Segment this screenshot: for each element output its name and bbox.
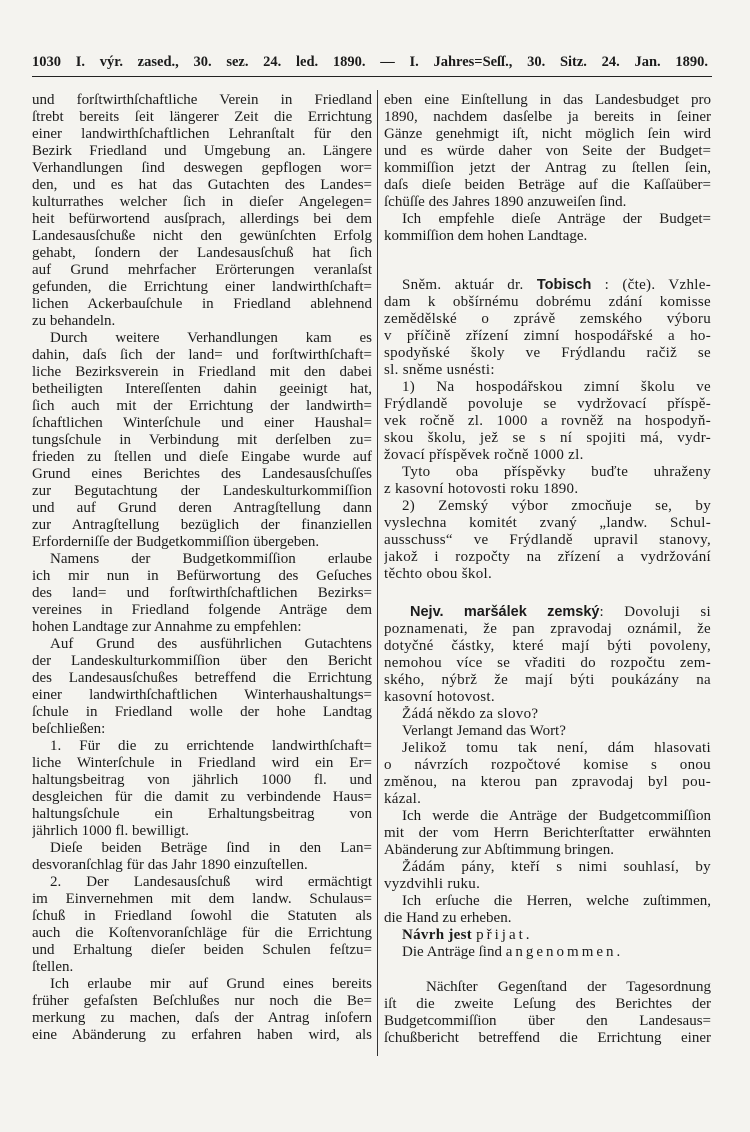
text-line: kommiſſion jetzt der Antrag zu ſtellen ſein, <box>384 160 711 176</box>
left-column <box>32 92 372 1052</box>
paragraph <box>384 859 711 893</box>
text-line: Tyto oba příspěvky buďte uhraženy <box>402 464 711 480</box>
header-czech: I. výr. zased., 30. sez. 24. led. 1890. <box>75 54 366 70</box>
text-line: 1) Na hospodářskou zimní školu ve <box>402 379 711 395</box>
header-german: I. Jahres=Seſſ., 30. Sitz. 24. Jan. 1890. <box>409 54 708 70</box>
resolution-lead: Návrh jest <box>402 927 473 943</box>
text-line: Abänderung zur Abſtimmung bringen. <box>384 842 614 858</box>
text-line: und es würde daher von Seite der Budget= <box>384 143 711 159</box>
paragraph <box>384 92 711 211</box>
speaker-text: : (čte). Vzhle- <box>604 277 711 293</box>
text-line: změnou, na kterou pan zpravodaj byl pou- <box>384 774 711 790</box>
text-line: nemohou více se vřaditi do rozpočtu zem- <box>384 655 711 671</box>
speaker-title: Sněm. aktuár dr. <box>402 277 524 293</box>
paragraph <box>32 330 372 551</box>
speaker-name: Tobisch <box>536 277 592 293</box>
paragraph <box>32 840 372 874</box>
text-line: zur Begutachtung der Landeskulturkommiſſion <box>32 483 372 499</box>
text-line: Jelikož tomu tak není, dám hlasovati <box>402 740 711 756</box>
text-line: haltungsſchule ein Erhaltungsbeitrag von <box>32 806 372 822</box>
text-line: die Hand zu erheben. <box>384 910 512 926</box>
text-line: eine Abänderung zu erfahren haben wird, als <box>32 1027 372 1043</box>
text-line: 2) Zemský výbor zmocňuje se, by <box>402 498 711 514</box>
text-line: einer landwirthſchaftlichen Lehranſtalt für den <box>32 126 372 142</box>
text-line: žovací příspěvek ročně 1000 zl. <box>384 447 584 463</box>
text-line: spodyňské školy ve Frýdlandu račiž se <box>384 345 711 361</box>
text-line: 1890, nachdem dasſelbe ja bereits in ſeiner <box>384 109 711 125</box>
text-line <box>384 927 711 944</box>
paragraph <box>32 976 372 1044</box>
text-line: 2. Der Landesausſchuß wird ermächtigt <box>50 874 372 890</box>
text-line: Grund eines Berichtes des Landesausſchuſſes <box>32 466 372 482</box>
resolution-czech <box>384 927 711 944</box>
text-line: einer landwirthſchaftlichen Winterhaushaltungs= <box>32 687 372 703</box>
text-line: ſchußbericht betreffend die Errichtung einer <box>384 1030 711 1046</box>
text-line: iſt die zweite Leſung des Berichtes der <box>384 996 711 1012</box>
text-line: haltungsbeitrag von jährlich 1000 fl. und <box>32 772 372 788</box>
text-line: auf Grund mehrfacher Erörterungen veranlaſst <box>32 262 372 278</box>
text-line: Ich empfehle dieſe Anträge der Budget= <box>402 211 711 227</box>
text-line: Durch weitere Verhandlungen kam es <box>50 330 372 346</box>
text-line: und forſtwirthſchaftliche Verein in Friedland <box>32 92 372 108</box>
text-line: ſtrebt bereits ſeit längerer Zeit die Errichtung <box>32 109 372 125</box>
resolution-result: přijat <box>476 927 526 943</box>
text-line: im Einvernehmen mit dem landw. Schulaus= <box>32 891 372 907</box>
text-line <box>384 944 711 961</box>
text-line: jährlich 1000 fl. bewilligt. <box>32 823 190 839</box>
text-line: heit befürwortend ausſprach, allerdings bei dem <box>32 211 372 227</box>
text-line: beſchließen: <box>32 721 106 737</box>
text-line: merkung zu machen, daſs der Antrag inſofern <box>32 1010 372 1026</box>
running-header <box>32 52 708 72</box>
text-line: des land= und forſtwirthſchaftlichen Bezirks= <box>32 585 372 601</box>
paragraph <box>32 874 372 976</box>
text-line: kasovní hotovost. <box>384 689 495 705</box>
text-line: ausschuss“ ve Frýdlandě upravil stanovy, <box>384 532 711 548</box>
text-line: eben eine Einſtellung in das Landesbudget pro <box>384 92 711 108</box>
text-line: mit der vom Herrn Berichterſtatter erwähnten <box>384 825 711 841</box>
text-line: ského, nýbrž že mají býti poukázány na <box>384 672 711 688</box>
text-line: ſchuß in Friedland ſowohl die Statuten als <box>32 908 372 924</box>
paragraph <box>384 893 711 927</box>
paragraph <box>384 706 711 723</box>
text-line: Auf Grund des ausführlichen Gutachtens <box>50 636 372 652</box>
paragraph <box>384 464 711 498</box>
paragraph <box>384 740 711 808</box>
text-line: vek ročně zl. 1000 a rovněž na hospodyň- <box>384 413 711 429</box>
text-line: Bezirk Friedland und Umgebung an. Längere <box>32 143 372 159</box>
text-line: Žádá někdo za slovo? <box>402 706 539 722</box>
text-line: liche Winterſchule in Friedland wird ein Er= <box>32 755 372 771</box>
text-line: auch die Koſtenvoranſchläge für die Errichtung <box>32 925 372 941</box>
right-column <box>384 92 711 1058</box>
text-line: kázal. <box>384 791 422 807</box>
speaker-line <box>384 277 711 294</box>
speaker-line <box>384 604 711 621</box>
text-line: dotyčné částky, které mají býti povoleny, <box>384 638 711 654</box>
speech-marsalek <box>384 604 711 706</box>
paragraph <box>32 636 372 738</box>
text-line: des Landesausſchußes betreffend die Errichtung <box>32 670 372 686</box>
text-line: o návrzích rozpočtové komise s onou <box>384 757 711 773</box>
text-line: ſtellen. <box>32 959 74 975</box>
resolution-result: angenommen <box>505 944 617 960</box>
speaker-name: Nejv. maršálek zemský <box>410 604 600 620</box>
text-line: liche Bezirksverein in Friedland mit den dabei <box>32 364 372 380</box>
text-line: dam k obšírnému dobrému zdání komisse <box>384 294 711 310</box>
text-line: gehabt, ſondern der Landesausſchuß hat ſich <box>32 245 372 261</box>
text-line: Erforderniſſe der Budgetkommiſſion übergeben. <box>32 534 320 550</box>
text-line: Ich erlaube mir auf Grund eines bereits <box>50 976 372 992</box>
text-line: ſchüſſe des Jahres 1890 anzuweiſen ſind. <box>384 194 627 210</box>
text-line: lichen Ackerbauſchule in Friedland ablehnend <box>32 296 372 312</box>
text-line: z kasovní hotovosti roku 1890. <box>384 481 579 497</box>
text-line: Budgetcommiſſion über den Landesaus= <box>384 1013 711 1029</box>
text-line: dahin, daſs ſich der land= und forſtwirthſchaft= <box>32 347 372 363</box>
resolution-tail: . <box>525 927 530 943</box>
text-line: Verhandlungen ſind deswegen gepflogen wor= <box>32 160 372 176</box>
text-line: zu behandeln. <box>32 313 116 329</box>
text-line: Ich erſuche die Herren, welche zuſtimmen, <box>402 893 711 909</box>
text-line: sl. sněme usnésti: <box>384 362 495 378</box>
text-line: zemědělské o zprávě zemského výboru <box>384 311 711 327</box>
text-line: vyzdvihli ruku. <box>384 876 481 892</box>
text-line: Žádám pány, kteří s nimi souhlasí, by <box>402 859 711 875</box>
resolution-tail: . <box>616 944 621 960</box>
text-line: Ich werde die Anträge der Budgetcommiſſion <box>402 808 711 824</box>
text-line: früher gefaſsten Beſchlußes nur noch die Be= <box>32 993 372 1009</box>
text-line: hohen Landtage zur Annahme zu empfehlen: <box>32 619 302 635</box>
text-line: vereines in Friedland folgende Anträge dem <box>32 602 372 618</box>
text-line: v příčině zřízení zimní hospodářské a ho- <box>384 328 711 344</box>
text-line: gefunden, die Errichtung einer landwirthſchaft= <box>32 279 372 295</box>
resolution-german <box>384 944 711 961</box>
text-line: Nächſter Gegenſtand der Tagesordnung <box>426 979 711 995</box>
text-line: Landesausſchuße nicht den gewünſchten Erfolg <box>32 228 372 244</box>
page-number: 1030 <box>32 54 61 70</box>
paragraph <box>32 92 372 330</box>
paragraph <box>384 379 711 464</box>
paragraph <box>32 551 372 636</box>
resolution-lead: Die Anträge ſind <box>402 944 502 960</box>
text-line: skou školu, jež se s ní spojiti má, vydr- <box>384 430 711 446</box>
text-line: tungsſchule in Verbindung mit derſelben zu= <box>32 432 372 448</box>
text-line: Gänze genehmigt iſt, nicht möglich ſein wird <box>384 126 711 142</box>
text-line: betheiligten Intereſſenten dahin geeinigt hat, <box>32 381 372 397</box>
header-rule <box>32 76 712 77</box>
paragraph <box>384 498 711 583</box>
text-line: těchto obou škol. <box>384 566 493 582</box>
text-line: Dieſe beiden Beträge ſind in den Lan= <box>50 840 372 856</box>
speaker-text: : Dovoluji si <box>599 604 711 620</box>
text-line: und Erhaltung dieſer beiden Schulen feſtzu= <box>32 942 372 958</box>
paragraph <box>384 723 711 740</box>
text-line: und auf Grund deren Antragſtellung dann <box>32 500 372 516</box>
text-line: zur Antragſtellung bezüglich der finanziellen <box>32 517 372 533</box>
paragraph <box>384 211 711 245</box>
paragraph <box>384 979 711 1047</box>
text-line: Frýdlandě povoluje se vydržovací příspě- <box>384 396 711 412</box>
text-line: der Landeskulturkommiſſion über den Bericht <box>32 653 372 669</box>
text-line: 1. Für die zu errichtende landwirthſchaft= <box>50 738 372 754</box>
text-line: Verlangt Jemand das Wort? <box>402 723 566 739</box>
text-line: Namens der Budgetkommiſſion erlaube <box>50 551 372 567</box>
text-line: ſchule in Friedland wolle der hohe Landtag <box>32 704 372 720</box>
text-line: poznamenati, že pan zpravodaj oznámil, že <box>384 621 711 637</box>
text-line: kommiſſion dem hohen Landtage. <box>384 228 588 244</box>
text-line: daſs dieſe beiden Beträge auf die Kaſſaüber= <box>384 177 711 193</box>
paragraph <box>384 808 711 859</box>
text-line: vyslechna komitét zvaný „landw. Schul- <box>384 515 711 531</box>
speech-aktuar <box>384 277 711 379</box>
column-divider <box>377 90 378 1056</box>
text-line: kulturrathes welcher ſich in dieſer Angelegen= <box>32 194 372 210</box>
text-line: ſchaftlichen Winterſchule und einer Haushal= <box>32 415 372 431</box>
text-line: desgleichen für die damit zu verbindende Haus= <box>32 789 372 805</box>
text-line: ich mir nun in Befürwortung des Geſuches <box>32 568 372 584</box>
header-dash: — <box>380 54 395 70</box>
text-line: ſich auch mit der Errichtung der landwirth= <box>32 398 372 414</box>
paragraph <box>32 738 372 840</box>
text-line: desvoranſchlag für das Jahr 1890 einzuſtellen. <box>32 857 308 873</box>
text-line: jakož i rozpočty na zřízení a vydržování <box>384 549 711 565</box>
text-line: frieden zu ſtellen und dieſe Eingabe wurde auf <box>32 449 372 465</box>
text-line: den, und es hat das Gutachten des Landes= <box>32 177 372 193</box>
